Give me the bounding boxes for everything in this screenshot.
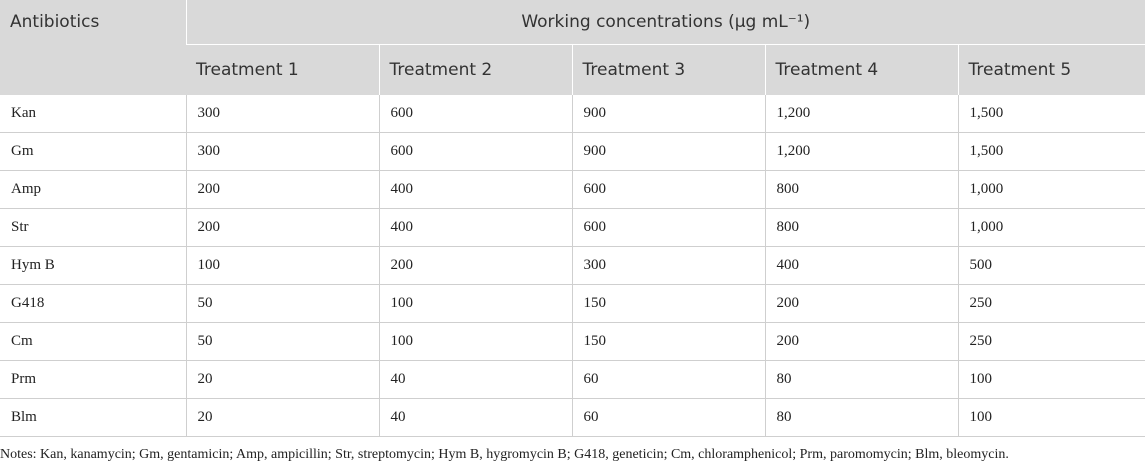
antibiotic-name-cell: G418 <box>0 285 186 323</box>
concentration-cell: 250 <box>958 285 1145 323</box>
concentration-cell: 60 <box>572 361 765 399</box>
concentration-cell: 60 <box>572 399 765 437</box>
table-notes: Notes: Kan, kanamycin; Gm, gentamicin; Amp, ampicillin; Str, streptomycin; Hym B, hygromycin B; G418, geneticin; Cm, chloramphenicol; Prm, paromomycin; Blm, bleomycin. <box>0 447 1009 462</box>
table-row <box>0 209 1145 247</box>
concentration-cell: 40 <box>379 399 572 437</box>
antibiotic-name-cell: Cm <box>0 323 186 361</box>
concentration-cell: 300 <box>572 247 765 285</box>
concentration-cell: 1,500 <box>958 133 1145 171</box>
concentration-cell: 50 <box>186 285 379 323</box>
concentration-cell: 250 <box>958 323 1145 361</box>
table-row <box>0 95 1145 133</box>
antibiotic-name-cell: Kan <box>0 95 186 133</box>
concentration-cell: 300 <box>186 95 379 133</box>
table-row <box>0 133 1145 171</box>
concentration-cell: 600 <box>379 133 572 171</box>
concentration-cell: 100 <box>958 361 1145 399</box>
concentration-cell: 1,000 <box>958 209 1145 247</box>
treatment-3-header: Treatment 3 <box>572 45 765 96</box>
treatment-1-header: Treatment 1 <box>186 45 379 96</box>
table-header <box>0 0 1145 95</box>
treatment-2-header: Treatment 2 <box>379 45 572 96</box>
concentration-cell: 200 <box>186 171 379 209</box>
concentration-cell: 150 <box>572 285 765 323</box>
treatment-4-header: Treatment 4 <box>765 45 958 96</box>
concentration-cell: 80 <box>765 399 958 437</box>
antibiotic-name-cell: Prm <box>0 361 186 399</box>
working-concentrations-header: Working concentrations (µg mL⁻¹) <box>186 0 1145 45</box>
antibiotic-name-cell: Blm <box>0 399 186 437</box>
concentration-cell: 1,200 <box>765 95 958 133</box>
table-row <box>0 171 1145 209</box>
antibiotic-name-cell: Gm <box>0 133 186 171</box>
concentration-cell: 40 <box>379 361 572 399</box>
table-row <box>0 399 1145 437</box>
antibiotic-name-cell: Amp <box>0 171 186 209</box>
concentration-cell: 900 <box>572 95 765 133</box>
concentration-cell: 50 <box>186 323 379 361</box>
concentration-cell: 600 <box>572 209 765 247</box>
concentration-cell: 1,000 <box>958 171 1145 209</box>
concentration-cell: 900 <box>572 133 765 171</box>
concentration-cell: 600 <box>379 95 572 133</box>
concentration-cell: 100 <box>186 247 379 285</box>
concentration-cell: 500 <box>958 247 1145 285</box>
treatment-5-header: Treatment 5 <box>958 45 1145 96</box>
concentration-cell: 400 <box>379 171 572 209</box>
concentration-cell: 200 <box>765 285 958 323</box>
concentration-cell: 150 <box>572 323 765 361</box>
concentration-cell: 100 <box>379 285 572 323</box>
antibiotic-name-cell: Hym B <box>0 247 186 285</box>
antibiotic-name-cell: Str <box>0 209 186 247</box>
concentration-cell: 200 <box>186 209 379 247</box>
concentration-cell: 600 <box>572 171 765 209</box>
table-body <box>0 95 1145 437</box>
concentration-cell: 300 <box>186 133 379 171</box>
table-row <box>0 247 1145 285</box>
concentration-cell: 1,200 <box>765 133 958 171</box>
concentration-cell: 800 <box>765 209 958 247</box>
header-row-group <box>0 0 1145 45</box>
concentration-cell: 1,500 <box>958 95 1145 133</box>
concentration-cell: 20 <box>186 361 379 399</box>
concentration-cell: 200 <box>765 323 958 361</box>
concentration-cell: 800 <box>765 171 958 209</box>
concentration-cell: 400 <box>765 247 958 285</box>
concentration-cell: 200 <box>379 247 572 285</box>
concentration-cell: 400 <box>379 209 572 247</box>
table-row <box>0 285 1145 323</box>
concentration-cell: 80 <box>765 361 958 399</box>
concentration-cell: 100 <box>379 323 572 361</box>
concentration-cell: 100 <box>958 399 1145 437</box>
table-row <box>0 323 1145 361</box>
antibiotics-column-header: Antibiotics <box>0 0 186 95</box>
table-row <box>0 361 1145 399</box>
concentration-cell: 20 <box>186 399 379 437</box>
